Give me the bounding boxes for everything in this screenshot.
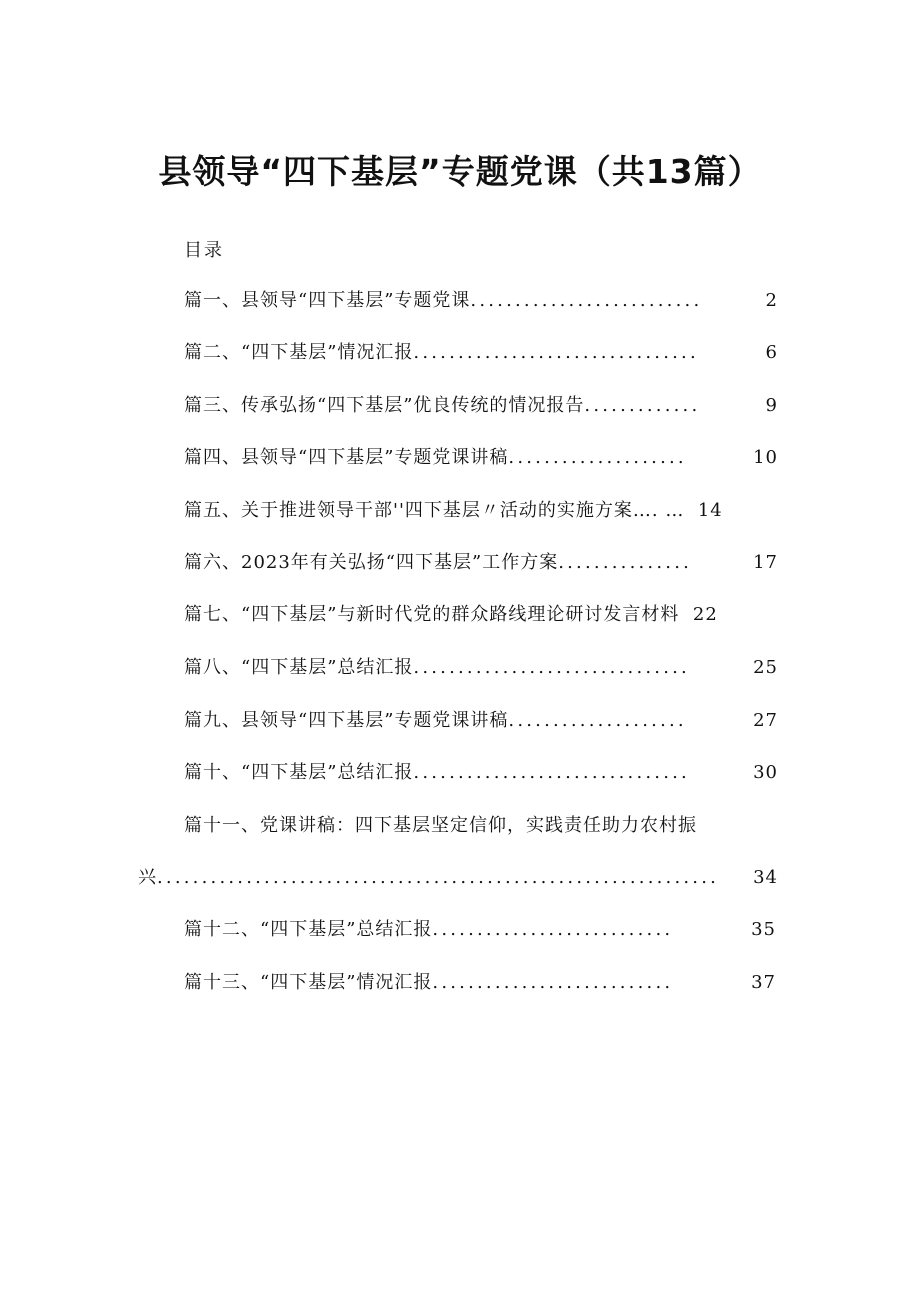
toc-entry-label: 篇二、“四下基层”情况汇报 <box>184 342 414 363</box>
toc-entry-page: 14 <box>697 500 723 521</box>
toc-entry-leader: ............. <box>584 395 701 416</box>
toc-entry[interactable] <box>184 654 778 682</box>
toc-entry-label: 篇四、县领导“四下基层”专题党课讲稿 <box>184 447 509 468</box>
toc-entry-label: 篇七、“四下基层”与新时代党的群众路线理论研讨发言材料 <box>184 604 680 625</box>
toc-entry-label: 篇五、关于推进领导干部''四下基层〃活动的实施方案…. … <box>184 500 685 521</box>
toc-entry-label: 篇三、传承弘扬“四下基层”优良传统的情况报告 <box>184 395 585 416</box>
toc-entry-label: 篇十、“四下基层”总结汇报 <box>184 762 414 783</box>
toc-entry[interactable] <box>184 812 710 840</box>
toc-entry-leader: .......................... <box>470 290 703 311</box>
toc-entry-page: 2 <box>765 290 778 311</box>
document-title: 县领导“四下基层”专题党课（共13篇） <box>158 152 762 191</box>
toc-entry[interactable] <box>184 339 778 367</box>
toc-entry-leader: ............... <box>558 552 693 573</box>
toc-entry-page: 6 <box>765 342 778 363</box>
toc-entry-label: 兴 <box>138 867 157 888</box>
toc-entry-page: 22 <box>692 604 718 625</box>
toc-entry-continuation[interactable] <box>138 864 778 892</box>
toc-entry-page: 27 <box>753 710 778 731</box>
toc-entry-leader: .................... <box>508 710 687 731</box>
toc-entry-leader: ................................ <box>413 342 699 363</box>
toc-entry[interactable] <box>184 549 778 577</box>
toc-entry-page: 9 <box>765 395 778 416</box>
toc-entry-leader: .................... <box>508 447 687 468</box>
toc-entry-label: 篇六、2023年有关弘扬“四下基层”工作方案 <box>184 552 559 573</box>
toc-entry-label: 篇九、县领导“四下基层”专题党课讲稿 <box>184 710 509 731</box>
toc-entry-page: 35 <box>751 919 776 940</box>
toc-entry-label: 篇一、县领导“四下基层”专题党课 <box>184 290 471 311</box>
toc-entry-label: 篇十二、“四下基层”总结汇报 <box>184 919 433 940</box>
toc-entry-page: 34 <box>753 867 778 888</box>
toc-entry-label: 篇八、“四下基层”总结汇报 <box>184 657 414 678</box>
toc-entry-leader: ............................... <box>413 657 690 678</box>
toc-entry-label: 篇十一、党课讲稿：四下基层坚定信仰，实践责任助力农村振 <box>184 815 697 836</box>
toc-entry-page: 10 <box>753 447 778 468</box>
toc-entry[interactable] <box>184 497 723 525</box>
toc-entry-page: 37 <box>751 972 776 993</box>
toc-entry-page: 25 <box>753 657 778 678</box>
toc-entry[interactable] <box>184 392 778 420</box>
toc-entry[interactable] <box>184 916 776 944</box>
toc-entry-leader: ........................... <box>432 919 674 940</box>
toc-entry-page: 30 <box>753 762 778 783</box>
toc-entry[interactable] <box>184 707 778 735</box>
toc-entry[interactable] <box>184 444 778 472</box>
toc-entry[interactable] <box>184 601 718 629</box>
toc-entry-leader: ............................... <box>413 762 690 783</box>
toc-entry-leader: ............................................................... <box>157 867 720 888</box>
toc-entry[interactable] <box>184 287 778 315</box>
toc-entry[interactable] <box>184 969 776 997</box>
toc-entry-leader: ........................... <box>432 972 674 993</box>
toc-entry-page: 17 <box>753 552 778 573</box>
toc-heading: 目录 <box>184 240 224 261</box>
toc-entry-label: 篇十三、“四下基层”情况汇报 <box>184 972 433 993</box>
toc-entry[interactable] <box>184 759 778 787</box>
